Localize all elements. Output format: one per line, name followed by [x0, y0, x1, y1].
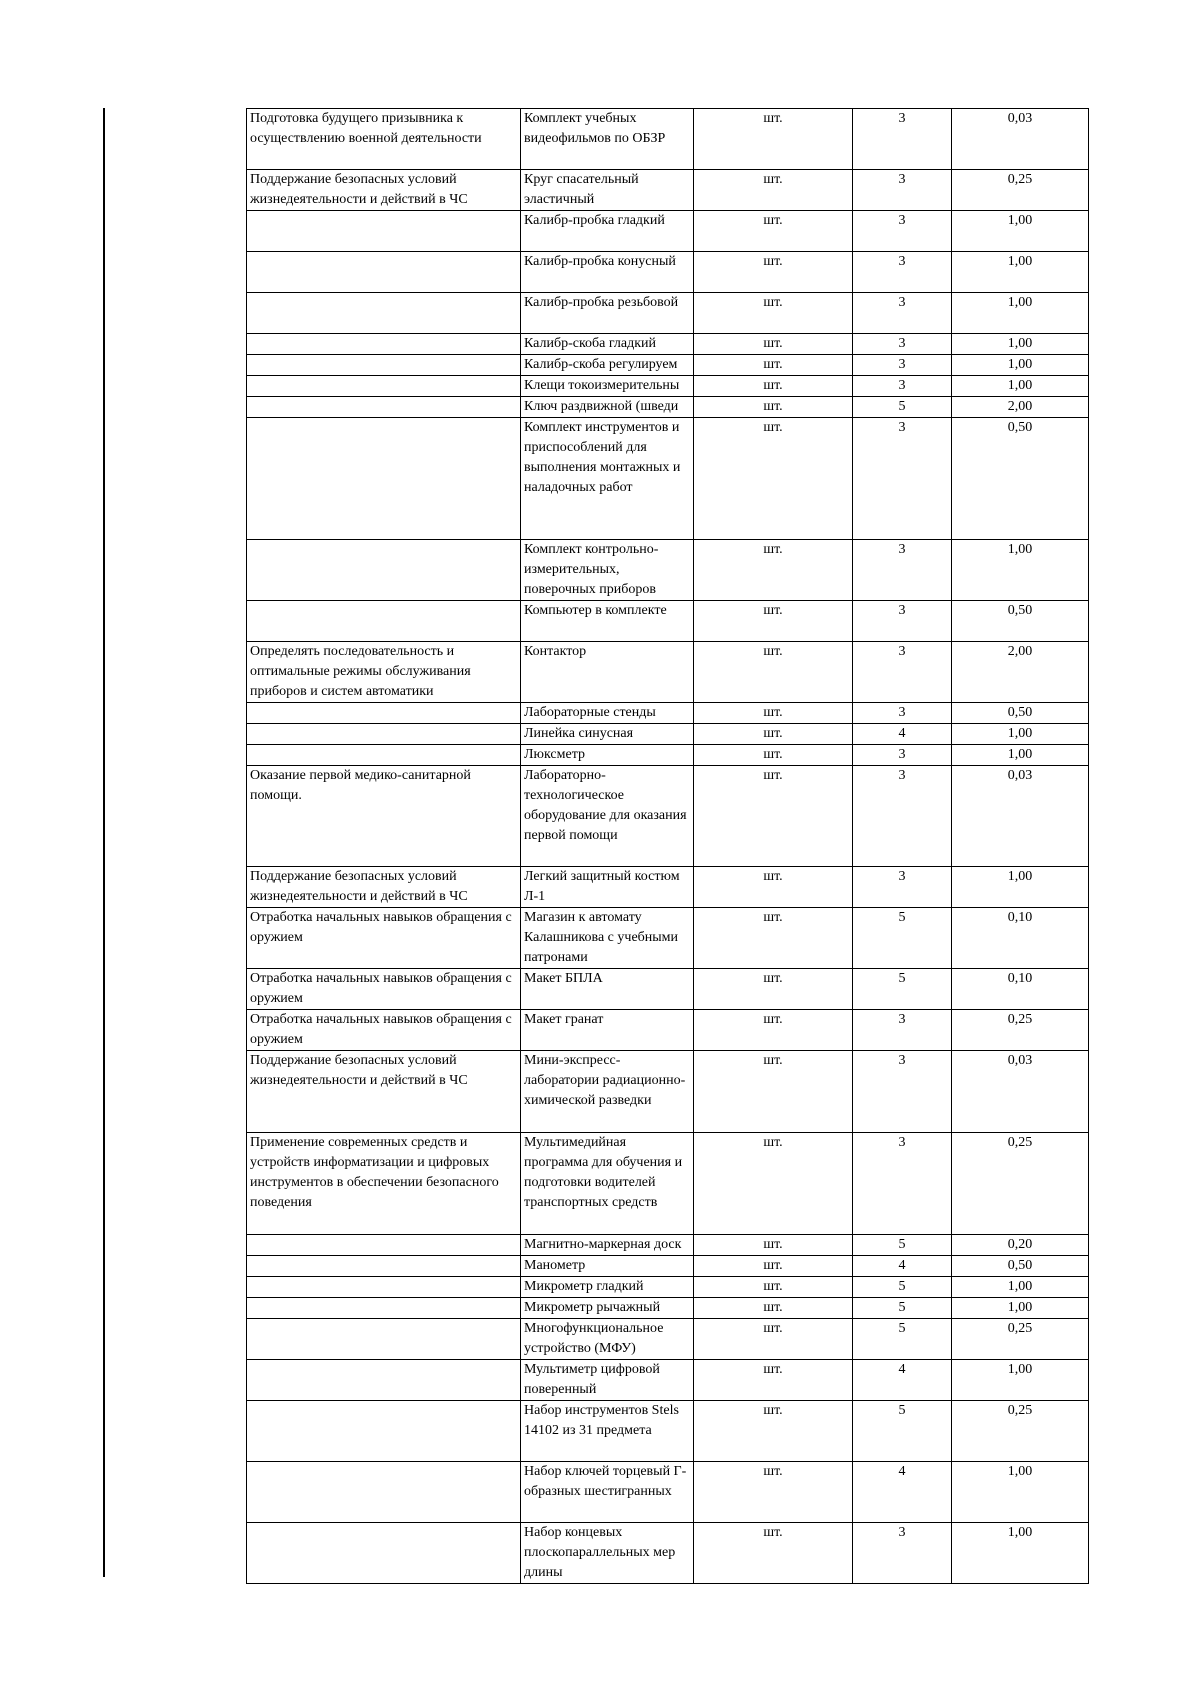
table-row	[247, 1235, 1089, 1256]
quantity-cell: 5	[853, 1298, 952, 1319]
table-row	[247, 867, 1089, 908]
table-row	[247, 969, 1089, 1010]
coefficient-cell: 1,00	[952, 211, 1089, 252]
equipment-name-cell: Ключ раздвижной (шведи	[521, 397, 694, 418]
competency-cell	[247, 601, 521, 642]
coefficient-cell: 1,00	[952, 293, 1089, 334]
equipment-name-cell: Набор концевых плоскопараллельных мер длины	[521, 1523, 694, 1584]
table-row	[247, 1360, 1089, 1401]
competency-cell: Поддержание безопасных условий жизнедеятельности и действий в ЧС	[247, 1051, 521, 1133]
unit-cell: шт.	[694, 109, 853, 170]
unit-cell: шт.	[694, 1235, 853, 1256]
competency-cell	[247, 376, 521, 397]
competency-cell	[247, 397, 521, 418]
table-row	[247, 766, 1089, 867]
table-row	[247, 1298, 1089, 1319]
coefficient-cell: 1,00	[952, 355, 1089, 376]
quantity-cell: 3	[853, 1051, 952, 1133]
coefficient-cell: 0,50	[952, 703, 1089, 724]
equipment-name-cell: Набор инструментов Stels 14102 из 31 предмета	[521, 1401, 694, 1462]
unit-cell: шт.	[694, 397, 853, 418]
coefficient-cell: 1,00	[952, 252, 1089, 293]
coefficient-cell: 1,00	[952, 745, 1089, 766]
unit-cell: шт.	[694, 1319, 853, 1360]
competency-cell: Отработка начальных навыков обращения с оружием	[247, 908, 521, 969]
equipment-name-cell: Люксметр	[521, 745, 694, 766]
equipment-name-cell: Микрометр рычажный	[521, 1298, 694, 1319]
quantity-cell: 5	[853, 397, 952, 418]
equipment-name-cell: Многофункциональное устройство (МФУ)	[521, 1319, 694, 1360]
quantity-cell: 3	[853, 1523, 952, 1584]
table-row	[247, 745, 1089, 766]
table-row	[247, 1401, 1089, 1462]
competency-cell	[247, 724, 521, 745]
equipment-name-cell: Микрометр гладкий	[521, 1277, 694, 1298]
table-row	[247, 642, 1089, 703]
competency-cell: Оказание первой медико-санитарной помощи.	[247, 766, 521, 867]
unit-cell: шт.	[694, 766, 853, 867]
quantity-cell: 5	[853, 1319, 952, 1360]
equipment-name-cell: Клещи токоизмерительны	[521, 376, 694, 397]
coefficient-cell: 0,25	[952, 1010, 1089, 1051]
unit-cell: шт.	[694, 1298, 853, 1319]
competency-cell: Подготовка будущего призывника к осуществлению военной деятельности	[247, 109, 521, 170]
unit-cell: шт.	[694, 1360, 853, 1401]
equipment-name-cell: Комплект контрольно-измерительных, поверочных приборов	[521, 540, 694, 601]
coefficient-cell: 0,50	[952, 1256, 1089, 1277]
quantity-cell: 3	[853, 355, 952, 376]
competency-cell	[247, 1298, 521, 1319]
table-row	[247, 1277, 1089, 1298]
equipment-name-cell: Лабораторно-технологическое оборудование для оказания первой помощи	[521, 766, 694, 867]
table-row	[247, 1462, 1089, 1523]
unit-cell: шт.	[694, 170, 853, 211]
coefficient-cell: 0,50	[952, 418, 1089, 540]
unit-cell: шт.	[694, 867, 853, 908]
equipment-name-cell: Круг спасательный эластичный	[521, 170, 694, 211]
unit-cell: шт.	[694, 211, 853, 252]
table-row	[247, 1010, 1089, 1051]
table-row	[247, 109, 1089, 170]
competency-cell	[247, 1277, 521, 1298]
competency-cell: Отработка начальных навыков обращения с оружием	[247, 1010, 521, 1051]
quantity-cell: 5	[853, 908, 952, 969]
coefficient-cell: 0,03	[952, 766, 1089, 867]
equipment-name-cell: Контактор	[521, 642, 694, 703]
competency-cell	[247, 1401, 521, 1462]
unit-cell: шт.	[694, 745, 853, 766]
quantity-cell: 3	[853, 1010, 952, 1051]
unit-cell: шт.	[694, 293, 853, 334]
unit-cell: шт.	[694, 376, 853, 397]
equipment-name-cell: Мультимедийная программа для обучения и подготовки водителей транспортных средств	[521, 1133, 694, 1235]
quantity-cell: 3	[853, 170, 952, 211]
quantity-cell: 3	[853, 601, 952, 642]
quantity-cell: 3	[853, 766, 952, 867]
equipment-name-cell: Макет гранат	[521, 1010, 694, 1051]
competency-cell	[247, 252, 521, 293]
coefficient-cell: 2,00	[952, 397, 1089, 418]
competency-cell	[247, 1256, 521, 1277]
equipment-name-cell: Калибр-скоба гладкий	[521, 334, 694, 355]
quantity-cell: 3	[853, 252, 952, 293]
table-row	[247, 211, 1089, 252]
unit-cell: шт.	[694, 969, 853, 1010]
coefficient-cell: 1,00	[952, 540, 1089, 601]
equipment-name-cell: Магазин к автомату Калашникова с учебными патронами	[521, 908, 694, 969]
table-row	[247, 724, 1089, 745]
unit-cell: шт.	[694, 252, 853, 293]
coefficient-cell: 1,00	[952, 1462, 1089, 1523]
equipment-name-cell: Манометр	[521, 1256, 694, 1277]
table-row	[247, 397, 1089, 418]
unit-cell: шт.	[694, 1277, 853, 1298]
quantity-cell: 4	[853, 1256, 952, 1277]
equipment-table	[246, 108, 1089, 1584]
table-row	[247, 1051, 1089, 1133]
coefficient-cell: 0,25	[952, 1133, 1089, 1235]
competency-cell	[247, 1319, 521, 1360]
equipment-name-cell: Линейка синусная	[521, 724, 694, 745]
unit-cell: шт.	[694, 1523, 853, 1584]
coefficient-cell: 0,20	[952, 1235, 1089, 1256]
table-row	[247, 1133, 1089, 1235]
left-margin-rule	[103, 108, 105, 1577]
equipment-name-cell: Калибр-скоба регулируем	[521, 355, 694, 376]
quantity-cell: 3	[853, 293, 952, 334]
competency-cell	[247, 1235, 521, 1256]
equipment-name-cell: Лабораторные стенды	[521, 703, 694, 724]
quantity-cell: 4	[853, 1360, 952, 1401]
coefficient-cell: 1,00	[952, 376, 1089, 397]
competency-cell	[247, 418, 521, 540]
competency-cell	[247, 1462, 521, 1523]
unit-cell: шт.	[694, 418, 853, 540]
competency-cell	[247, 745, 521, 766]
coefficient-cell: 0,10	[952, 908, 1089, 969]
coefficient-cell: 1,00	[952, 334, 1089, 355]
unit-cell: шт.	[694, 1462, 853, 1523]
quantity-cell: 3	[853, 703, 952, 724]
coefficient-cell: 0,03	[952, 109, 1089, 170]
unit-cell: шт.	[694, 1401, 853, 1462]
table-row	[247, 170, 1089, 211]
competency-cell: Применение современных средств и устройств информатизации и цифровых инструментов в обеспечении безопасного поведения	[247, 1133, 521, 1235]
quantity-cell: 5	[853, 1277, 952, 1298]
table-row	[247, 601, 1089, 642]
quantity-cell: 3	[853, 418, 952, 540]
quantity-cell: 5	[853, 1235, 952, 1256]
competency-cell	[247, 211, 521, 252]
equipment-name-cell: Комплект инструментов и приспособлений для выполнения монтажных и наладочных работ	[521, 418, 694, 540]
unit-cell: шт.	[694, 1051, 853, 1133]
unit-cell: шт.	[694, 703, 853, 724]
competency-cell	[247, 540, 521, 601]
equipment-name-cell: Набор ключей торцевый Г-образных шестигранных	[521, 1462, 694, 1523]
table-row	[247, 355, 1089, 376]
unit-cell: шт.	[694, 1133, 853, 1235]
quantity-cell: 3	[853, 642, 952, 703]
quantity-cell: 4	[853, 1462, 952, 1523]
unit-cell: шт.	[694, 540, 853, 601]
competency-cell: Отработка начальных навыков обращения с оружием	[247, 969, 521, 1010]
quantity-cell: 3	[853, 540, 952, 601]
competency-cell: Поддержание безопасных условий жизнедеятельности и действий в ЧС	[247, 170, 521, 211]
quantity-cell: 3	[853, 745, 952, 766]
table-row	[247, 376, 1089, 397]
table-row	[247, 1256, 1089, 1277]
table-row	[247, 293, 1089, 334]
coefficient-cell: 2,00	[952, 642, 1089, 703]
coefficient-cell: 1,00	[952, 1360, 1089, 1401]
unit-cell: шт.	[694, 724, 853, 745]
quantity-cell: 5	[853, 1401, 952, 1462]
unit-cell: шт.	[694, 642, 853, 703]
unit-cell: шт.	[694, 1010, 853, 1051]
coefficient-cell: 1,00	[952, 1523, 1089, 1584]
table-row	[247, 1319, 1089, 1360]
coefficient-cell: 1,00	[952, 1277, 1089, 1298]
competency-cell	[247, 334, 521, 355]
equipment-name-cell: Комплект учебных видеофильмов по ОБЗР	[521, 109, 694, 170]
unit-cell: шт.	[694, 1256, 853, 1277]
unit-cell: шт.	[694, 355, 853, 376]
competency-cell	[247, 293, 521, 334]
competency-cell	[247, 1523, 521, 1584]
unit-cell: шт.	[694, 334, 853, 355]
table-row	[247, 540, 1089, 601]
quantity-cell: 3	[853, 376, 952, 397]
table-row	[247, 908, 1089, 969]
coefficient-cell: 0,25	[952, 170, 1089, 211]
table-row	[247, 252, 1089, 293]
equipment-name-cell: Мини-экспресс-лаборатории радиационно-химической разведки	[521, 1051, 694, 1133]
quantity-cell: 5	[853, 969, 952, 1010]
quantity-cell: 3	[853, 109, 952, 170]
equipment-name-cell: Калибр-пробка конусный	[521, 252, 694, 293]
coefficient-cell: 0,10	[952, 969, 1089, 1010]
unit-cell: шт.	[694, 601, 853, 642]
coefficient-cell: 0,03	[952, 1051, 1089, 1133]
quantity-cell: 3	[853, 211, 952, 252]
coefficient-cell: 0,50	[952, 601, 1089, 642]
quantity-cell: 4	[853, 724, 952, 745]
competency-cell: Определять последовательность и оптимальные режимы обслуживания приборов и систем автоматики	[247, 642, 521, 703]
quantity-cell: 3	[853, 334, 952, 355]
quantity-cell: 3	[853, 867, 952, 908]
unit-cell: шт.	[694, 908, 853, 969]
competency-cell	[247, 355, 521, 376]
equipment-name-cell: Макет БПЛА	[521, 969, 694, 1010]
equipment-name-cell: Магнитно-маркерная доск	[521, 1235, 694, 1256]
equipment-name-cell: Компьютер в комплекте	[521, 601, 694, 642]
coefficient-cell: 1,00	[952, 1298, 1089, 1319]
table-row	[247, 1523, 1089, 1584]
competency-cell: Поддержание безопасных условий жизнедеятельности и действий в ЧС	[247, 867, 521, 908]
competency-cell	[247, 1360, 521, 1401]
coefficient-cell: 1,00	[952, 867, 1089, 908]
coefficient-cell: 0,25	[952, 1319, 1089, 1360]
competency-cell	[247, 703, 521, 724]
equipment-name-cell: Мультиметр цифровой поверенный	[521, 1360, 694, 1401]
coefficient-cell: 0,25	[952, 1401, 1089, 1462]
equipment-name-cell: Калибр-пробка гладкий	[521, 211, 694, 252]
table-row	[247, 334, 1089, 355]
coefficient-cell: 1,00	[952, 724, 1089, 745]
equipment-name-cell: Легкий защитный костюм Л-1	[521, 867, 694, 908]
table-row	[247, 703, 1089, 724]
quantity-cell: 3	[853, 1133, 952, 1235]
table-row	[247, 418, 1089, 540]
equipment-name-cell: Калибр-пробка резьбовой	[521, 293, 694, 334]
